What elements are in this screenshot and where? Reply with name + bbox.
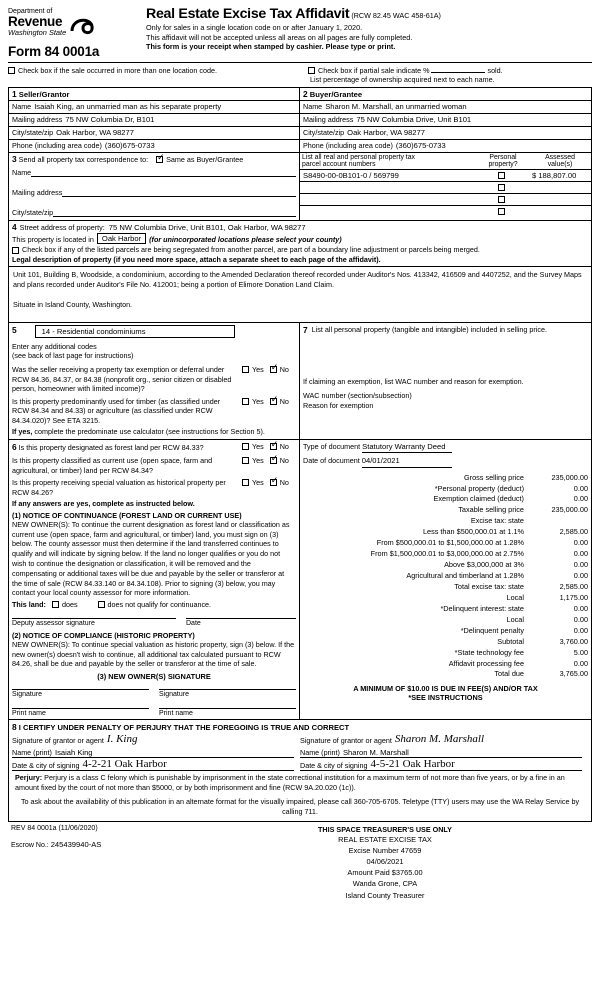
legal-description-text2: Situate in Island County, Washington. — [13, 300, 133, 310]
tax-row — [303, 593, 588, 604]
tax-value-18[interactable]: 3,765.00 — [559, 669, 588, 679]
assessed-value-3[interactable] — [529, 205, 591, 217]
same-as-buyer-checkbox[interactable] — [156, 156, 163, 163]
additional-codes-note: (see back of last page for instructions) — [12, 351, 134, 361]
treasurer-line-4: Wanda Grone, CPA — [352, 879, 418, 889]
section6-number: 6 — [12, 441, 17, 452]
ada-notice: To ask about the availability of this publication in an alternate format for the visually impaired, please call 360-705-6705. Teletype (TTY) users may use the WA Relay Service by calling 711. — [20, 797, 580, 817]
header-divider — [8, 62, 592, 63]
grantor-signature-block — [12, 732, 300, 771]
tax-row — [303, 648, 588, 659]
tax-row — [303, 571, 588, 582]
q1-yes-label: Yes — [252, 365, 264, 375]
table-row — [300, 169, 591, 181]
document-header — [8, 6, 592, 59]
tax-label-9: Agricultural and timberland at 1.28% — [406, 571, 524, 581]
seller-phone-label: Phone (including area code) — [12, 141, 102, 151]
doc-date-label: Date of document — [303, 456, 360, 466]
section7-text: List all personal property (tangible and intangible) included in selling price. — [311, 324, 548, 334]
this-land-label: This land: — [12, 600, 46, 610]
tax-label-5: Less than $500,000.01 at 1.1% — [422, 527, 524, 537]
section7-number: 7 — [303, 324, 308, 335]
personal-property-checkbox-1[interactable] — [498, 184, 505, 191]
grantee-name-label: Name (print) — [300, 748, 340, 758]
tax-row — [303, 505, 588, 516]
new-owner-signature-2[interactable] — [159, 689, 296, 698]
street-address-label: Street address of property: — [19, 222, 105, 232]
partial-sale-sold-label: sold. — [487, 65, 503, 75]
doc-date-value[interactable]: 04/01/2021 — [362, 456, 452, 467]
notice-continuance-title: (1) NOTICE OF CONTINUANCE (FOREST LAND OR CURRENT USE) — [12, 510, 242, 520]
escrow-label: Escrow No.: — [11, 841, 49, 849]
q2-no-checkbox[interactable] — [270, 398, 277, 405]
treasurer-space-heading: THIS SPACE TREASURER'S USE ONLY — [318, 824, 452, 834]
tax-label-13: Local — [506, 614, 524, 624]
tax-value-7[interactable]: 0.00 — [573, 549, 588, 559]
multi-location-checkbox[interactable] — [8, 67, 15, 74]
tax-row — [303, 516, 588, 527]
escrow-number[interactable]: 245439940-AS — [50, 839, 102, 849]
tax-label-17: Affidavit processing fee — [448, 658, 524, 668]
grantee-date-label: Date & city of signing — [300, 761, 368, 771]
tax-value-6[interactable]: 0.00 — [573, 538, 588, 548]
tax-row — [303, 626, 588, 637]
tax-correspondence-block — [9, 153, 300, 220]
s6q3-yes-label: Yes — [252, 478, 264, 488]
header-note-2: This affidavit will not be accepted unless all areas on all pages are fully completed. — [146, 32, 413, 42]
correspondence-city-label: City/state/zip — [12, 207, 54, 217]
tax-row — [303, 659, 588, 670]
segregation-checkbox[interactable] — [12, 247, 19, 254]
new-owner-print-1[interactable] — [12, 708, 149, 717]
correspondence-city-field[interactable] — [53, 207, 296, 217]
treasurer-line-2: 04/06/2021 — [366, 857, 404, 867]
tax-value-5[interactable]: 2,585.00 — [559, 527, 588, 537]
tax-row — [303, 484, 588, 495]
wac-number-label[interactable]: WAC number (section/subsection) — [303, 391, 412, 401]
grantor-date-label: Date & city of signing — [12, 761, 80, 771]
tax-value-15[interactable]: 3,760.00 — [559, 636, 588, 646]
located-in-label: This property is located in — [12, 234, 94, 244]
table-row — [300, 193, 591, 205]
state-name: Washington State — [8, 27, 67, 37]
parcel-number-2[interactable] — [300, 193, 477, 205]
perjury-text: Perjury is a class C felony which is punishable by imprisonment in the state correctional institution for a maximum term of not more than five years, or by a fine in an amount fixed by the court of not more than $5000, or by both imprisonment and fine (RCW 9A.20.020 (1c)). — [15, 773, 565, 793]
parcel-number-3[interactable] — [300, 205, 477, 217]
s6q3-no-label: No — [279, 478, 289, 488]
partial-sale-checkbox[interactable] — [308, 67, 315, 74]
header-note-1: Only for sales in a single location code on or after January 1, 2020. — [146, 23, 363, 32]
q1-yes-checkbox[interactable] — [242, 366, 249, 373]
tax-label-4: Excise tax: state — [470, 516, 524, 526]
grantee-date-value[interactable]: 4-5-21 Oak Harbor — [370, 758, 455, 771]
tax-value-17[interactable]: 0.00 — [573, 658, 588, 668]
seller-name-label: Name — [12, 102, 32, 112]
section-7 — [300, 323, 591, 439]
street-address-value[interactable]: 75 NW Columbia Drive, Unit B101, Oak Harbor, WA 98277 — [108, 222, 306, 232]
tax-row — [303, 473, 588, 484]
tax-label-6: From $500,000.01 to $1,500,000.00 at 1.28% — [376, 538, 524, 548]
assessed-value-header2: value(s) — [547, 160, 573, 168]
tax-label-1: *Personal property (deduct) — [434, 483, 524, 493]
seller-section — [8, 87, 300, 153]
tax-value-13[interactable]: 0.00 — [573, 614, 588, 624]
tax-label-7: From $1,500,000.01 to $3,000,000.00 at 2.75% — [370, 549, 524, 559]
footer-block — [8, 822, 592, 901]
tax-row — [303, 538, 588, 549]
partial-sale-percent-field[interactable] — [431, 72, 485, 73]
tax-label-15: Subtotal — [497, 636, 524, 646]
located-in-note: (for unincorporated locations please select your county) — [149, 234, 342, 244]
notice-continuance-text: NEW OWNER(S): To continue the current designation as forest land or classification as current use (open space, farm and agricultural, or timber) land, you must sign on (3) below. The county assessor must then determine if the land transferred continues to qualify and will indicate by signing below. If the land no longer qualifies or you do not wish to continue the designation or classification, it will be removed and the compensating or additional taxes will be due and payable by the seller or transferor at the time of sale (RCW 84.33.140 or 84.34.108). Prior to signing (3) below, you may contact your local county assessor for more information. — [12, 519, 290, 598]
seller-phone-value[interactable]: (360)675-0733 — [104, 141, 155, 151]
section-8 — [8, 720, 592, 822]
section6-instruction: If any answers are yes, complete as instructed below. — [12, 499, 195, 509]
correspondence-name-label: Name — [12, 167, 32, 177]
q2-yes-label: Yes — [252, 396, 264, 406]
tax-value-4[interactable] — [530, 516, 588, 527]
tax-label-18: Total due — [494, 669, 524, 679]
tax-label-12: *Delinquent interest: state — [440, 603, 524, 613]
s6q2-no-checkbox[interactable] — [270, 457, 277, 464]
buyer-phone-value[interactable]: (360)675-0733 — [395, 141, 446, 151]
section3-number: 3 — [12, 153, 17, 164]
legal-description-box[interactable] — [8, 267, 592, 323]
tax-row-total — [303, 669, 588, 680]
agency-name: Revenue — [8, 14, 63, 30]
section6-question-3: Is this property receiving special valuation as historical property per RCW 84.26? — [12, 478, 226, 497]
revision-label: REV 84 0001a (11/06/2020) — [11, 824, 98, 832]
personal-property-header: Personal — [489, 153, 517, 161]
buyer-name-label: Name — [303, 102, 323, 112]
section-5-7 — [8, 323, 592, 440]
parcel-header-line2: parcel account numbers — [302, 160, 376, 168]
section5-question-1: Was the seller receiving a property tax exemption or deferral under RCW 84.36, 84.37, or 84.38 (nonprofit org., senior citizen or disabled person, homeowner with limited income)? — [12, 365, 232, 394]
buyer-section-number: 2 — [303, 88, 308, 99]
same-as-buyer-label: Same as Buyer/Grantee — [166, 154, 244, 164]
correspondence-mailing-label: Mailing address — [12, 187, 63, 197]
tax-computation-block — [300, 440, 591, 719]
tax-row — [303, 637, 588, 648]
form-number: Form 84 0001a — [8, 43, 100, 59]
ownership-note: List percentage of ownership acquired next to each name. — [310, 74, 495, 84]
q1-no-label: No — [279, 365, 289, 375]
notice-compliance-text: NEW OWNER(S): To continue special valuation as historic property, sign (3) below. If the new owner(s) doesn't wish to continue, all additional tax calculated pursuant to RCW 84.26, shall be due and payable by the seller or transferor at the time of sale. — [12, 639, 295, 669]
tax-value-2[interactable]: 0.00 — [573, 494, 588, 504]
parties-block — [8, 87, 592, 153]
section-6 — [9, 440, 300, 719]
section8-number: 8 — [12, 722, 17, 733]
parcel-number-1[interactable] — [300, 181, 477, 193]
section3-heading: Send all property tax correspondence to: — [18, 154, 149, 164]
land-does-qualify-checkbox[interactable] — [52, 601, 59, 608]
s6q1-yes-checkbox[interactable] — [242, 443, 249, 450]
minimum-due-notice: A MINIMUM OF $10.00 IS DUE IN FEE(S) AND/OR TAX — [353, 684, 538, 694]
buyer-city-label: City/state/zip — [303, 128, 345, 138]
tax-row — [303, 527, 588, 538]
section4-number: 4 — [12, 221, 17, 232]
correspondence-mailing-field[interactable] — [62, 187, 296, 197]
section5-ifyes-bold: If yes, — [12, 427, 33, 437]
s6q1-yes-label: Yes — [252, 441, 264, 451]
tax-value-11[interactable]: 1,175.00 — [559, 592, 588, 602]
personal-property-checkbox-0[interactable] — [498, 172, 505, 179]
agency-block — [8, 6, 140, 59]
tax-value-16[interactable]: 5.00 — [573, 647, 588, 657]
seller-name-value[interactable]: Isaiah King, an unmarried man as his separate property — [34, 102, 222, 112]
new-owner-print-label-1: Print name — [12, 710, 46, 718]
partial-sale-label: Check box if partial sale indicate % — [318, 65, 430, 75]
personal-property-checkbox-3[interactable] — [498, 208, 505, 215]
tax-label-3: Taxable selling price — [458, 505, 524, 515]
s6q1-no-label: No — [279, 441, 289, 451]
seller-city-value[interactable]: Oak Harbor, WA 98277 — [56, 128, 134, 138]
see-instructions-notice: *SEE INSTRUCTIONS — [408, 693, 483, 703]
perjury-label: Perjury: — [15, 773, 43, 783]
q1-no-checkbox[interactable] — [270, 366, 277, 373]
tax-row — [303, 615, 588, 626]
land-use-code-value[interactable]: 14 - Residential condominiums — [35, 325, 235, 338]
deputy-assessor-signature-line[interactable] — [12, 618, 176, 627]
tax-label-11: Local — [506, 592, 524, 602]
seller-section-number: 1 — [12, 88, 17, 99]
buyer-mailing-label: Mailing address — [303, 115, 354, 125]
new-owner-print-label-2: Print name — [159, 710, 193, 718]
grantee-name-value[interactable]: Sharon M. Marshall — [342, 748, 409, 758]
seller-mailing-label: Mailing address — [12, 115, 63, 125]
title-block — [140, 6, 592, 52]
tax-value-0[interactable]: 235,000.00 — [551, 472, 588, 482]
dept-label: Department of — [8, 8, 53, 15]
assessed-value-2[interactable] — [529, 193, 591, 205]
section6-question-1: Is this property designated as forest land per RCW 84.33? — [18, 442, 204, 452]
new-owner-sig-label-2: Signature — [159, 691, 189, 699]
buyer-phone-label: Phone (including area code) — [303, 141, 393, 151]
s6q1-no-checkbox[interactable] — [270, 443, 277, 450]
tax-value-8[interactable]: 0.00 — [573, 560, 588, 570]
tax-value-10[interactable]: 2,585.00 — [559, 581, 588, 591]
tax-label-2: Exemption claimed (deduct) — [433, 494, 524, 504]
deputy-date-line[interactable] — [186, 618, 296, 627]
parcel-header-line1: List all real and personal property tax — [302, 153, 415, 161]
section5-ifyes-text: complete the predominate use calculator (see instructions for Section 5). — [34, 427, 265, 437]
page-title: Real Estate Excise Tax Affidavit — [146, 6, 350, 22]
seller-section-heading: Seller/Grantor — [18, 89, 70, 99]
grantor-name-value[interactable]: Isaiah King — [54, 748, 93, 758]
tax-row — [303, 560, 588, 571]
revenue-swirl-icon — [70, 9, 96, 35]
multi-location-label: Check box if the sale occurred in more than one location code. — [18, 65, 217, 75]
buyer-section — [300, 87, 592, 153]
tax-value-14[interactable]: 0.00 — [573, 625, 588, 635]
deputy-assessor-label: Deputy assessor signature — [12, 619, 95, 627]
s6q2-no-label: No — [279, 456, 289, 466]
assessed-value-0[interactable]: $ 188,807.00 — [529, 169, 591, 181]
additional-codes-label: Enter any additional codes — [12, 341, 97, 351]
exemption-reason-label[interactable]: Reason for exemption — [303, 401, 374, 411]
s6q3-no-checkbox[interactable] — [270, 479, 277, 486]
legal-description-text: Unit 101, Building B, Woodside, a condominium, according to the Amended Declaration thereof recorded under Auditor's Nos. 413342, 416509 and 4407252, and the Survey Maps and plans recorded under Auditor's File No. 412001; being a portion of Elimore Donation Land Claim. — [13, 269, 582, 290]
segregation-label: Check box if any of the listed parcels are being segregated from another parcel, are part of a boundary line adjustment or parcels being merged. — [22, 244, 480, 254]
land-does-not-qualify-checkbox[interactable] — [98, 601, 105, 608]
tax-row — [303, 494, 588, 505]
tax-value-1[interactable]: 0.00 — [573, 483, 588, 493]
grantor-signature-value[interactable]: I. King — [106, 733, 138, 746]
section-4 — [8, 221, 592, 267]
treasurer-line-0: REAL ESTATE EXCISE TAX — [338, 834, 432, 844]
grantee-sig-label: Signature of grantor or agent — [300, 736, 392, 746]
tax-label-0: Gross selling price — [463, 472, 524, 482]
doc-type-value[interactable]: Statutory Warranty Deed — [362, 442, 452, 453]
section8-heading: I CERTIFY UNDER PENALTY OF PERJURY THAT THE FOREGOING IS TRUE AND CORRECT — [18, 723, 350, 733]
exemption-instruction: If claiming an exemption, list WAC number and reason for exemption. — [303, 376, 524, 386]
doc-type-label: Type of document — [303, 441, 361, 451]
section5-question-2: Is this property predominantly used for timber (as classified under RCW 84.34 and 84.33) or agriculture (as classified under RCW 84.34.020)? See ETA 3215. — [12, 396, 221, 425]
land-does-not-label: does not qualify for continuance. — [107, 600, 212, 610]
buyer-section-heading: Buyer/Grantee — [309, 89, 363, 99]
personal-property-checkbox-2[interactable] — [498, 196, 505, 203]
s6q2-yes-checkbox[interactable] — [242, 457, 249, 464]
buyer-city-value[interactable]: Oak Harbor, WA 98277 — [347, 128, 425, 138]
s6q3-yes-checkbox[interactable] — [242, 479, 249, 486]
deputy-date-label: Date — [186, 619, 201, 627]
section-3 — [8, 153, 592, 221]
header-note-3: This form is your receipt when stamped by cashier. Please type or print. — [146, 42, 396, 52]
new-owner-signature-1[interactable] — [12, 689, 149, 698]
legal-description-label: Legal description of property (if you need more space, attach a separate sheet to each page of the affidavit). — [12, 254, 381, 264]
tax-value-12[interactable]: 0.00 — [573, 603, 588, 613]
rcw-reference: (RCW 82.45 WAC 458-61A) — [351, 11, 441, 20]
parcel-table — [300, 153, 591, 220]
treasurer-line-3: Amount Paid $3765.00 — [347, 868, 423, 878]
tax-label-14: *Delinquent penalty — [460, 625, 524, 635]
treasurer-line-1: Excise Number 47659 — [348, 846, 422, 856]
tax-row — [303, 604, 588, 615]
q2-yes-checkbox[interactable] — [242, 398, 249, 405]
section-5 — [9, 323, 300, 439]
land-does-label: does — [61, 600, 78, 610]
located-in-value[interactable]: Oak Harbor — [97, 233, 146, 244]
grantee-signature-block — [300, 732, 588, 771]
assessed-value-1[interactable] — [529, 181, 591, 193]
assessed-value-header: Assessed — [545, 153, 575, 161]
personal-property-header2: property? — [488, 160, 518, 168]
table-row — [300, 205, 591, 217]
tax-label-8: Above $3,000,000 at 3% — [444, 560, 524, 570]
seller-city-label: City/state/zip — [12, 128, 54, 138]
section5-number: 5 — [12, 324, 17, 335]
notice-compliance-title: (2) NOTICE OF COMPLIANCE (HISTORIC PROPERTY) — [12, 630, 195, 640]
tax-row — [303, 582, 588, 593]
tax-value-9[interactable]: 0.00 — [573, 571, 588, 581]
top-checkbox-row — [8, 66, 592, 75]
parcel-number-0[interactable]: S8490-00-0B101-0 / 569799 — [300, 169, 477, 181]
s6q2-yes-label: Yes — [252, 456, 264, 466]
new-owner-sig-label-1: Signature — [12, 691, 42, 699]
grantor-date-value[interactable]: 4-2-21 Oak Harbor — [82, 758, 167, 771]
q2-no-label: No — [279, 396, 289, 406]
tax-label-10: Total excise tax: state — [454, 581, 524, 591]
tax-row — [303, 549, 588, 560]
tax-value-3[interactable]: 235,000.00 — [551, 505, 588, 515]
treasurer-line-5: Island County Treasurer — [345, 890, 425, 900]
new-owner-signature-title: (3) NEW OWNER(S) SIGNATURE — [97, 672, 211, 682]
buyer-mailing-value[interactable]: 75 NW Columbia Drive, Unit B101 — [356, 115, 472, 125]
grantee-signature-value[interactable]: Sharon M. Marshall — [394, 733, 485, 746]
new-owner-print-2[interactable] — [159, 708, 296, 717]
seller-mailing-value[interactable]: 75 NW Columbia Dr, B101 — [65, 115, 155, 125]
grantor-sig-label: Signature of grantor or agent — [12, 736, 104, 746]
section-6-tax — [8, 440, 592, 720]
grantor-name-label: Name (print) — [12, 748, 52, 758]
table-row — [300, 181, 591, 193]
correspondence-name-field[interactable] — [31, 167, 296, 177]
section6-question-2: Is this property classified as current use (open space, farm and agricultural, or timber) land per RCW 84.34? — [12, 456, 213, 475]
buyer-name-value[interactable]: Sharon M. Marshall, an unmarried woman — [325, 102, 467, 112]
tax-label-16: *State technology fee — [454, 647, 524, 657]
